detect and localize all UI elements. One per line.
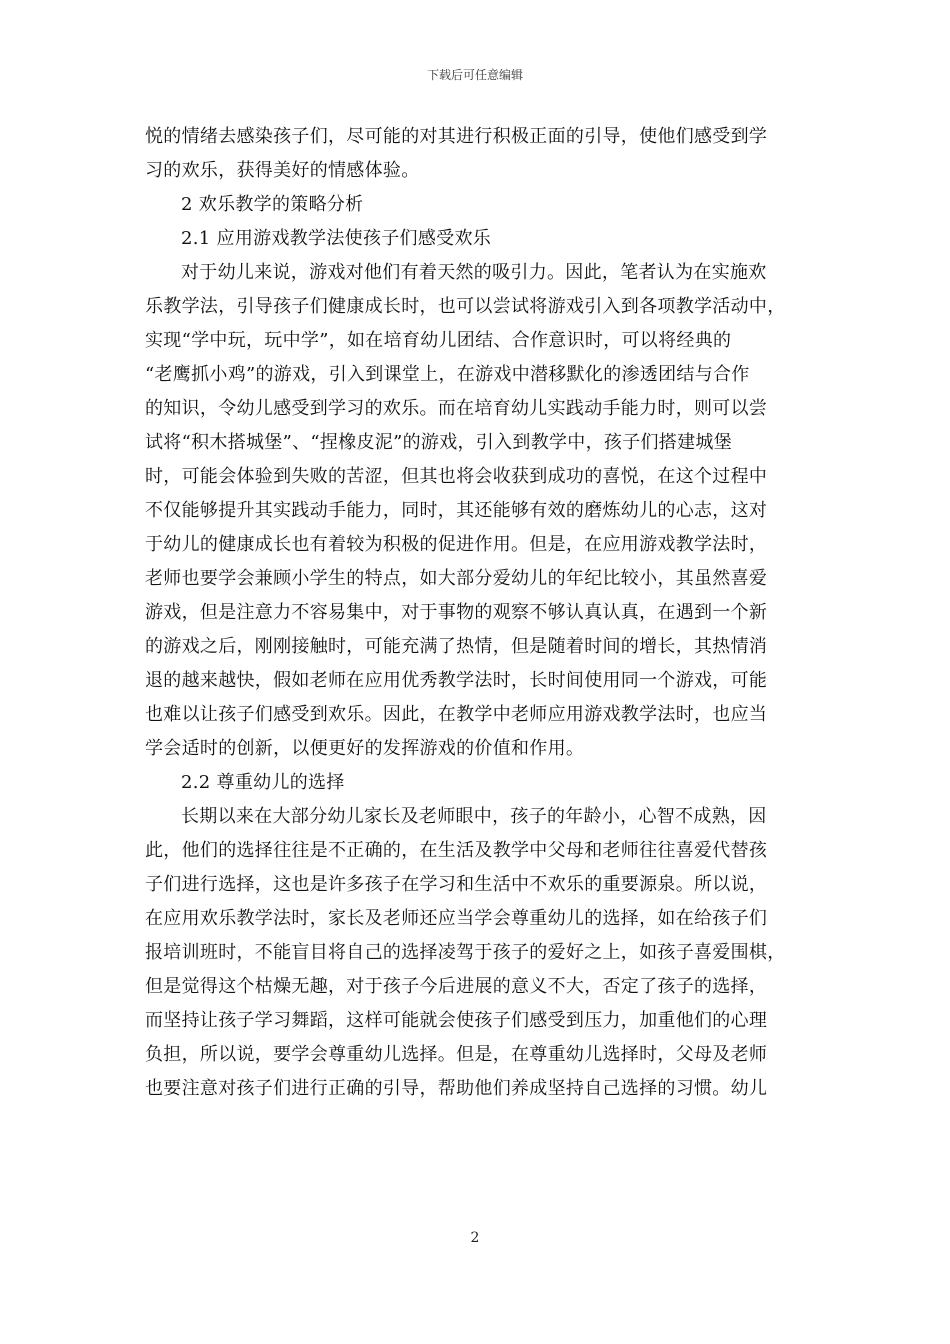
- paragraph-first-line: 长期以来在大部分幼儿家长及老师眼中，孩子的年龄小，心智不成熟，因: [181, 806, 767, 827]
- text-line: 于幼儿的健康成长也有着较为积极的促进作用。但是，在应用游戏教学法时，: [145, 534, 768, 555]
- text-line: 负担，所以说，要学会尊重幼儿选择。但是，在尊重幼儿选择时，父母及老师: [145, 1044, 768, 1065]
- text-line: 子们进行选择，这也是许多孩子在学习和生活中不欢乐的重要源泉。所以说，: [145, 874, 768, 895]
- text-line: 试将“积木搭城堡”、“捏橡皮泥”的游戏，引入到教学中，孩子们搭建城堡: [145, 432, 733, 453]
- text-line: 习的欢乐，获得美好的情感体验。: [145, 160, 420, 181]
- page-number: 2: [470, 1230, 480, 1246]
- text-line: 报培训班时，不能盲目将自己的选择凌驾于孩子的爱好之上，如孩子喜爱围棋，: [145, 942, 786, 963]
- page-header: 下载后可任意编辑: [426, 68, 523, 82]
- text-line: 而坚持让孩子学习舞蹈，这样可能就会使孩子们感受到压力，加重他们的心理: [145, 1010, 768, 1031]
- text-line: 学会适时的创新，以便更好的发挥游戏的价值和作用。: [145, 738, 585, 759]
- text-line: 退的越来越快，假如老师在应用优秀教学法时，长时间使用同一个游戏，可能: [145, 670, 768, 691]
- text-line: 也要注意对孩子们进行正确的引导，帮助他们养成坚持自己选择的习惯。幼儿: [145, 1078, 768, 1099]
- text-line: 的游戏之后，刚刚接触时，可能充满了热情，但是随着时间的增长，其热情消: [145, 636, 768, 657]
- text-line: 的知识，令幼儿感受到学习的欢乐。而在培育幼儿实践动手能力时，则可以尝: [145, 398, 768, 419]
- text-line: 但是觉得这个枯燥无趣，对于孩子今后进展的意义不大，否定了孩子的选择，: [145, 976, 768, 997]
- text-line: 乐教学法，引导孩子们健康成长时，也可以尝试将游戏引入到各项教学活动中，: [145, 296, 786, 317]
- section-heading: 2 欢乐教学的策略分析: [181, 194, 364, 215]
- text-line: “老鹰抓小鸡”的游戏，引入到课堂上，在游戏中潜移默化的渗透团结与合作: [145, 364, 750, 385]
- text-line: 在应用欢乐教学法时，家长及老师还应当学会尊重幼儿的选择，如在给孩子们: [145, 908, 768, 929]
- text-line: 此，他们的选择往往是不正确的，在生活及教学中父母和老师往往喜爱代替孩: [145, 840, 768, 861]
- text-line: 游戏，但是注意力不容易集中，对于事物的观察不够认真认真，在遇到一个新: [145, 602, 768, 623]
- text-line: 也难以让孩子们感受到欢乐。因此，在教学中老师应用游戏教学法时，也应当: [145, 704, 768, 725]
- text-line: 实现“学中玩，玩中学”，如在培育幼儿团结、合作意识时，可以将经典的: [145, 330, 732, 351]
- text-line: 老师也要学会兼顾小学生的特点，如大部分爱幼儿的年纪比较小，其虽然喜爱: [145, 568, 768, 589]
- text-line: 时，可能会体验到失败的苦涩，但其也将会收获到成功的喜悦，在这个过程中: [145, 466, 768, 487]
- paragraph-first-line: 对于幼儿来说，游戏对他们有着天然的吸引力。因此，笔者认为在实施欢: [181, 262, 767, 283]
- text-line: 不仅能够提升其实践动手能力，同时，其还能够有效的磨炼幼儿的心志，这对: [145, 500, 768, 521]
- subsection-heading: 2.1 应用游戏教学法使孩子们感受欢乐: [181, 228, 492, 249]
- text-line: 悦的情绪去感染孩子们，尽可能的对其进行积极正面的引导，使他们感受到学: [145, 126, 768, 147]
- subsection-heading: 2.2 尊重幼儿的选择: [181, 772, 345, 793]
- document-body: [145, 120, 805, 1106]
